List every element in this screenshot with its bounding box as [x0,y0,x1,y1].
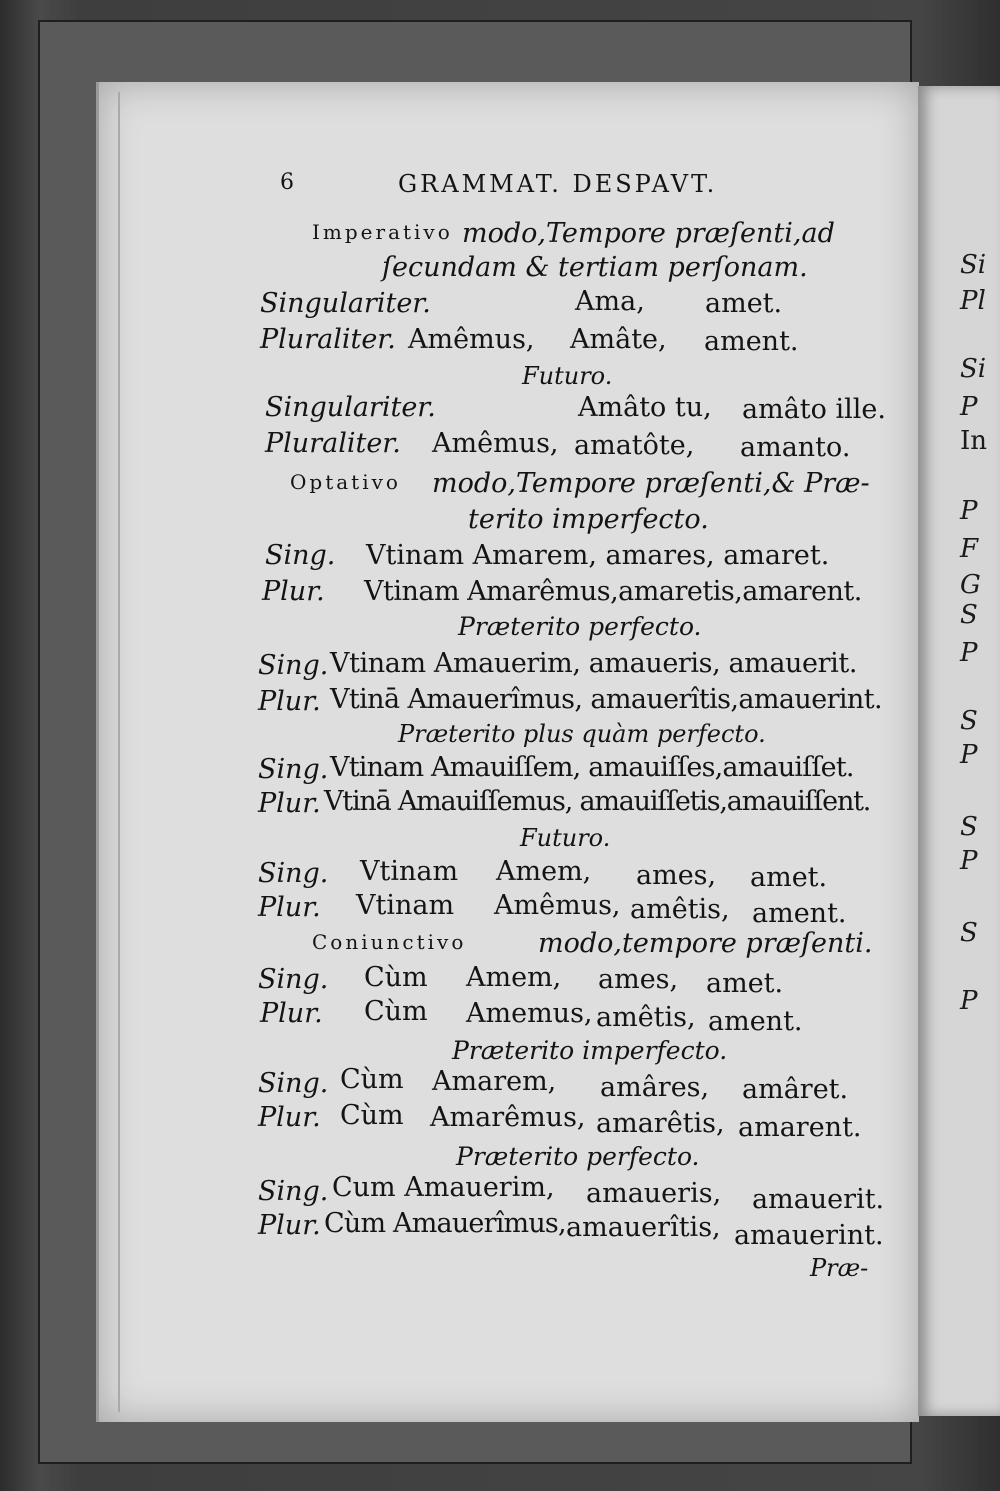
conjugation-form: ament. [752,898,847,929]
number-label: Sing. [258,1068,329,1099]
section-heading-optativo-cont: terito imperfecto. [468,504,709,535]
conjugation-form: Cum Amauerim, [332,1172,555,1203]
conjugation-form: Amâte, [570,324,667,355]
section-heading-coniunctivo-rest: modo,tempore præſenti. [538,928,873,959]
number-label: Sing. [258,650,329,681]
tense-heading: Futuro. [520,824,611,852]
tense-heading: Præterito perfecto. [458,612,702,641]
facing-fragment: Si [960,250,987,280]
number-label: Plur. [258,892,321,923]
facing-fragment: S [960,600,978,630]
conjugation-form: Ama, [575,286,645,317]
facing-fragment: P [960,986,978,1016]
facing-fragment: P [960,392,978,422]
conjugation-line: Vtinam Amauiſſem, amauiſſes,amauiſſet. [330,752,854,783]
conjugation-form: amet. [706,968,784,999]
number-label: Sing. [258,858,329,889]
tense-heading: Præterito plus quàm perfecto. [398,720,766,748]
conjugation-form: Amêmus, [408,324,535,355]
conjugation-form: amaueris, [586,1178,722,1209]
conjugation-form: Amarêmus, [430,1102,586,1133]
conjugation-line: Vtinā Amauerîmus, amauerîtis,amauerint. [330,684,882,715]
number-label: Plur. [258,686,321,717]
section-heading-coniunctivo: Coniunctivo [312,930,467,954]
conjugation-line: Vtinam Amarêmus,amaretis,amarent. [364,576,862,607]
number-label: Sing. [258,964,329,995]
facing-fragment: S [960,918,978,948]
conjugation-line: Vtinam Amarem, amares, amaret. [366,540,830,571]
tense-heading: Præterito imperfecto. [452,1036,728,1065]
conjugation-form: amet. [705,288,783,319]
number-label: Singulariter. [265,392,436,423]
facing-fragment: F [960,534,979,564]
conjugation-form: amauerîtis, [566,1212,721,1243]
conjugation-form: Vtinam [360,856,459,887]
number-label: Plur. [260,998,323,1029]
conjugation-form: amauerint. [734,1220,884,1251]
number-label: Pluraliter. [260,324,396,355]
tense-heading: Futuro. [522,362,613,390]
conjugation-form: Amem, [466,962,562,993]
number-label: Singulariter. [260,288,431,319]
conjugation-form: amatôte, [574,430,695,461]
facing-fragment: In [960,426,988,456]
conjugation-form: amauerit. [752,1184,885,1215]
conjugation-form: amêtis, [596,1002,696,1033]
conjugation-form: ames, [598,964,679,995]
catchword: Præ- [810,1254,869,1282]
facing-fragment: P [960,846,978,876]
facing-fragment: Si [960,354,987,384]
facing-fragment: S [960,812,978,842]
conjugation-line: Vtinā Amauiſſemus, amauiſſetis,amauiſſent. [324,786,871,817]
number-label: Plur. [258,1102,321,1133]
number-label: Plur. [258,788,321,819]
conjugation-line: Vtinam Amauerim, amaueris, amauerit. [330,648,857,679]
number-label: Sing. [265,540,336,571]
conjugation-form: amarent. [738,1112,862,1143]
conjugation-form: amanto. [740,432,851,463]
number-label: Pluraliter. [265,428,401,459]
section-heading-optativo: Optativo [290,470,401,494]
facing-fragment: P [960,496,978,526]
conjugation-form: Cùm [340,1064,404,1095]
section-heading-imperativo-rest: modo,Tempore præſenti,ad [462,218,835,249]
page-edge-line [118,92,120,1412]
conjugation-form: Cùm [364,962,428,993]
conjugation-form: amarêtis, [596,1108,725,1139]
facing-fragment: P [960,638,978,668]
conjugation-form: Amêmus, [494,890,621,921]
tense-heading: Præterito perfecto. [456,1142,700,1171]
conjugation-form: Cùm [364,996,428,1027]
facing-fragment: Pl [960,286,986,316]
number-label: Plur. [258,1210,321,1241]
conjugation-form: amêtis, [630,894,730,925]
conjugation-form: amâres, [600,1072,710,1103]
conjugation-form: Cùm [340,1100,404,1131]
number-label: Sing. [258,1176,329,1207]
conjugation-form: Amem, [496,856,592,887]
section-heading-imperativo: Imperativo [312,220,453,244]
facing-fragment: S [960,706,978,736]
conjugation-form: ament. [708,1006,803,1037]
conjugation-form: Amarem, [432,1066,557,1097]
facing-page [918,86,1000,1416]
conjugation-form: amâto ille. [742,394,886,425]
number-label: Sing. [258,754,329,785]
facing-fragment: G [960,570,981,600]
conjugation-form: ament. [704,326,799,357]
conjugation-form: Amemus, [466,998,593,1029]
number-label: Plur. [262,576,325,607]
running-title: GRAMMAT. DESPAVT. [398,170,718,198]
section-heading-optativo-rest: modo,Tempore præſenti,& Præ- [432,468,870,499]
conjugation-form: ames, [636,860,717,891]
conjugation-form: Vtinam [356,890,455,921]
conjugation-form: Cùm Amauerîmus, [324,1208,566,1239]
conjugation-form: amet. [750,862,828,893]
page-number: 6 [280,170,294,195]
conjugation-form: Amêmus, [432,428,559,459]
section-heading-imperativo-cont: ſecundam & tertiam perſonam. [382,252,808,283]
conjugation-form: amâret. [742,1074,849,1105]
facing-fragment: P [960,740,978,770]
conjugation-form: Amâto tu, [578,392,712,423]
